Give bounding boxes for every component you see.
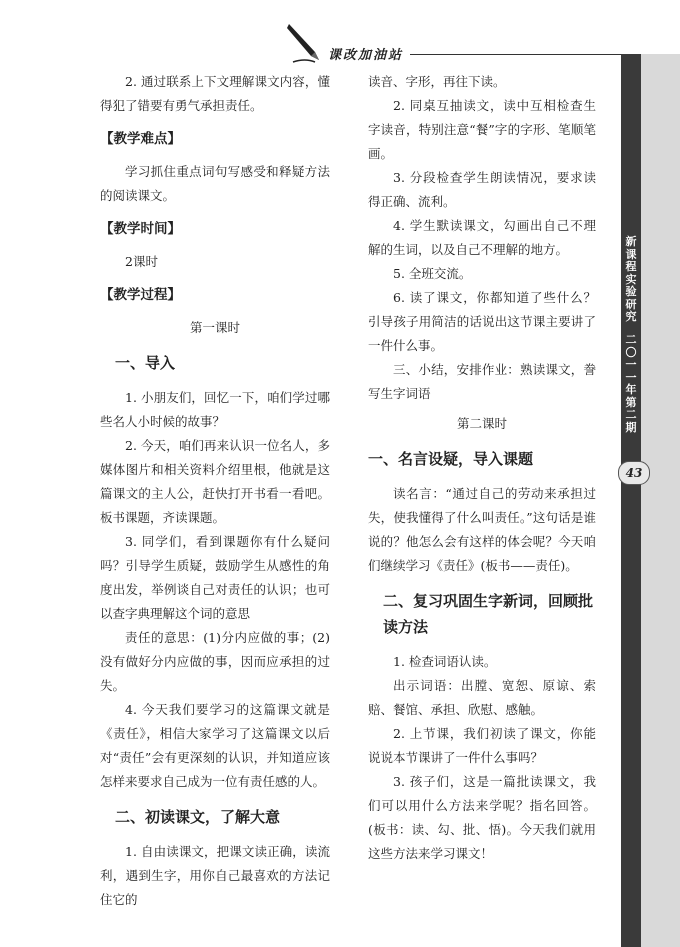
paragraph: 6. 读了课文，你都知道了些什么？引导孩子用简洁的话说出这节课主要讲了一件什么事。 <box>368 290 596 353</box>
step-heading: 二、复习巩固生字新词，回顾批读方法 <box>383 592 594 636</box>
paragraph: 3. 同学们，看到课题你有什么疑问吗？引导学生质疑，鼓励学生从感性的角度出发，举例谈自己对责任的认识；也可以查字典理解这个词的意思 <box>100 534 330 621</box>
page-number: 43 <box>618 461 650 485</box>
section-label: 【教学过程】 <box>100 287 181 303</box>
paragraph: 3. 分段检查学生朗读情况，要求读得正确、流利。 <box>368 170 596 209</box>
paragraph: 学习抓住重点词句写感受和释疑方法的阅读课文。 <box>100 164 330 203</box>
paragraph: 读名言：“通过自己的劳动来承担过失，使我懂得了什么叫责任。”这句话是谁说的？他怎么会有这样的体会呢？今天咱们继续学习《责任》(板书——责任)。 <box>368 486 596 573</box>
section-title: 课改加油站 <box>328 48 404 63</box>
paragraph: 2. 同桌互抽读文，读中互相检查生字读音，特别注意“餐”字的字形、笔顺笔画。 <box>368 98 596 161</box>
paragraph: 1. 小朋友们，回忆一下，咱们学过哪些名人小时候的故事？ <box>100 390 330 429</box>
lesson-heading: 第一课时 <box>189 320 240 335</box>
pen-icon <box>285 22 325 64</box>
step-heading: 一、名言设疑，导入课题 <box>368 450 534 468</box>
paragraph: 读音、字形，再往下读。 <box>368 74 506 89</box>
paragraph: 1. 检查词语认读。 <box>393 654 497 669</box>
paragraph: 2课时 <box>125 254 158 269</box>
lesson-heading: 第二课时 <box>456 416 507 431</box>
paragraph: 出示词语：出膛、宽恕、原谅、索赔、餐馆、承担、欣慰、感触。 <box>368 678 596 717</box>
page-header <box>0 0 680 70</box>
paragraph: 2. 上节课，我们初读了课文，你能说说本节课讲了一件什么事吗？ <box>368 726 596 765</box>
right-column <box>368 70 596 866</box>
paragraph: 5. 全班交流。 <box>393 266 472 281</box>
step-heading: 一、导入 <box>115 354 176 372</box>
year-issue: 二〇一一年第二期 <box>625 333 637 434</box>
paragraph: 4. 今天我们要学习的这篇课文就是《责任》，相信大家学习了这篇课文以后对“责任”会有更深刻的认识，并知道应该怎样来要求自己成为一位有责任感的人。 <box>100 702 330 789</box>
section-label: 【教学难点】 <box>100 131 181 147</box>
paragraph: 责任的意思：(1)分内应做的事；(2)没有做好分内应做的事，因而应承担的过失。 <box>100 630 330 693</box>
paragraph: 3. 孩子们，这是一篇批读课文，我们可以用什么方法来学呢？指名回答。(板书：读、勾、批、悟)。今天我们就用这些方法来学习课文！ <box>368 774 596 861</box>
journal-title: 新课程实验研究 <box>625 235 637 323</box>
header-rule <box>410 54 630 55</box>
left-column <box>100 70 330 912</box>
section-label: 【教学时间】 <box>100 221 181 237</box>
paragraph: 2. 通过联系上下文理解课文内容，懂得犯了错要有勇气承担责任。 <box>100 74 330 113</box>
paragraph: 2. 今天，咱们再来认识一位名人，多媒体图片和相关资料介绍里根，他就是这篇课文的主人公，赶快打开书看一看吧。板书课题，齐读课题。 <box>100 438 330 525</box>
step-heading: 二、初读课文，了解大意 <box>115 808 281 826</box>
sidebar-band <box>621 54 641 947</box>
paragraph: 4. 学生默读课文，勾画出自己不理解的生词，以及自己不理解的地方。 <box>368 218 596 257</box>
sidebar-strip <box>641 54 680 947</box>
paragraph: 1. 自由读课文，把课文读正确，读流利，遇到生字，用你自己最喜欢的方法记住它的 <box>100 844 330 907</box>
paragraph: 三、小结，安排作业：熟读课文，誊写生字词语 <box>368 362 596 401</box>
